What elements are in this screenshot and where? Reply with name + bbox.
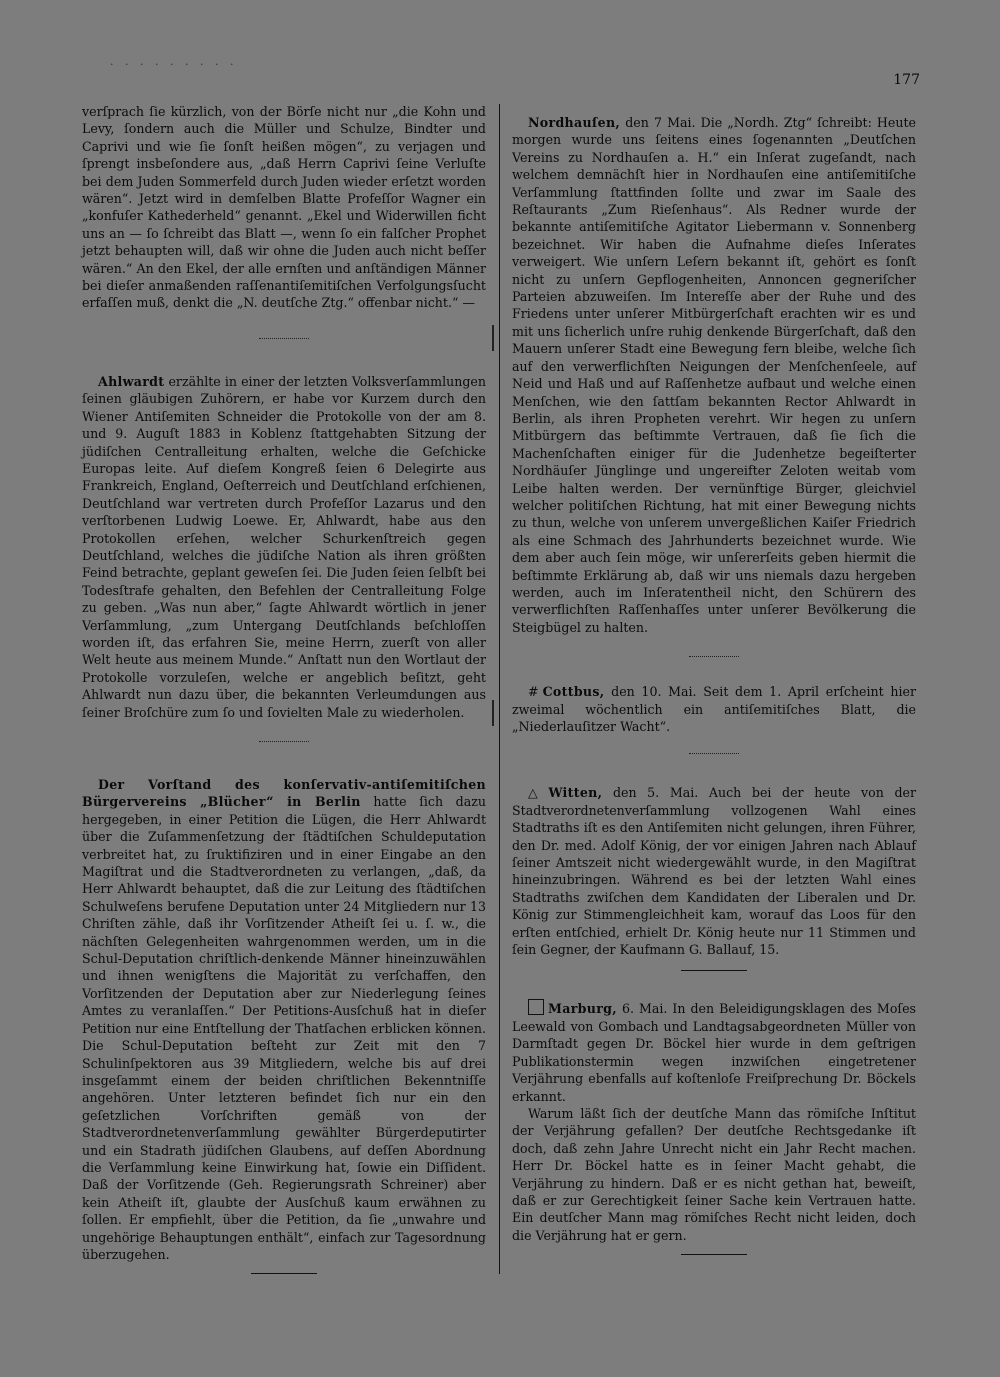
right-column <box>512 114 916 1255</box>
article-nordhausen <box>512 114 916 636</box>
article-body: hatte ſich dazu hergegeben, in einer Petition die Lügen, die Herr Ahlwardt über die Zuſammenſetzung der ſtädtiſchen Schuldeputation verbreitet hat, zu ſruktifiziren und in einer Eingabe an den Magiſtrat und die Stadtverordneten zu verlangen, „daß, da Herr Ahlwardt behauptet, daß die zur Leitung des ſtädtiſchen Schulweſens berufene Deputation unter 24 Mitgliedern nur 13 Chriſten zähle, daß ihr Vorſitzender Atheiſt ſei u. ſ. w., die nächſten Gelegenheiten wahrgenommen werden, um in die Schul-Deputation chriſtlich-denkende Männer hineinzuwählen und ihnen wenigſtens die Majorität zu verſchaffen, den Vorſitzenden der Deputation aber zur Niederlegung ſeines Amtes zu veranlaſſen.“ Der Petitions-Ausſchuß hat in dieſer Petition nur eine Entſtellung der Thatſachen erblicken können. Die Schul-Deputation beſteht zur Zeit mit den 7 Schulinſpektoren aus 39 Mitgliedern, welche bis auf drei insgeſammt einem der beiden chriſtlichen Bekenntniſſe angehören. Unter letzteren befindet ſich nur ein den geſetzlichen Vorſchriften gemäß von der Stadtverordnetenverſammlung gewählter Bürgerdeputirter und ein Stadrath jüdiſchen Glaubens, auf deſſen Abordnung die Verſammlung keine Einwirkung hat, ſowie ein Diſſident. Daß der Vorſitzende (Geh. Regierungsrath Schreiner) aber kein Atheiſt iſt, glaubte der Ausſchuß kaum erwähnen zu ſollen. Er empfiehlt, über die Petition, da ſie „unwahre und ungehörige Behauptungen enthält“, einfach zur Tagesordnung überzugehen. <box>82 794 486 1262</box>
column-tick-mark <box>492 700 494 726</box>
column-divider <box>499 104 500 1274</box>
article-heading: Marburg, <box>548 1001 617 1017</box>
box-mark-icon <box>528 999 544 1015</box>
triangle-mark-icon: △ <box>528 785 545 801</box>
hash-mark-icon: # <box>528 684 539 700</box>
article-heading: Der Vorſtand des konſervativ-antiſemitiſchen Bürgervereins „Blücher“ in Berlin <box>82 777 486 810</box>
article-buergerverein <box>82 776 486 1263</box>
article-witten <box>512 784 916 958</box>
article-end-rule <box>681 1254 747 1255</box>
article-body: den 7 Mai. Die „Nordh. Ztg“ ſchreibt: Heute morgen wurde uns ſeitens eines ſogenannten „Deutſchen Vereins zu Nordhauſen a. H.“ ein Inſerat zugeſandt, nach welchem demnächſt hier in Nordhauſen eine antiſemitiſche Verſammlung ſtattfinden ſollte und zwar im Saale des Reſtaurants „Zum Rieſenhaus“. Als Redner wurde der bekannte antiſemitiſche Agitator Liebermann v. Sonnenberg bezeichnet. Wir haben die Aufnahme dieſes Inſerates verweigert. Wie unſern Leſern bekannt iſt, gehört es ſonſt nicht zu unſern Gepflogenheiten, Annoncen gegneriſcher Parteien abzuweiſen. Im Intereſſe aber der Ruhe und des Friedens unter unſerer Mitbürgerſchaft erachten wir es und mit uns ſicherlich unſre ruhig denkende Bürgerſchaft, daß den Mauern unſerer Stadt eine Bewegung fern bleibe, welche ſich auf den verwerflichſten Neigungen der Menſchenſeele, auf Neid und Haß und auf Raſſenhetze aufbaut und welche einen Menſchen, wie den ſattſam bekannten Rector Ahlwardt in Berlin, als ihren Propheten verehrt. Wir hegen zu unſern Mitbürgern das beſtimmte Vertrauen, daß ſie ſich die Machenſchaften einiger für die Judenhetze begeiſterter Nordhäuſer Jünglinge und ungereifter Zeloten weitab vom Leibe halten werden. Der vernünftige Bürger, gleichviel welcher politiſchen Richtung, hat mit einer Bewegung nichts zu thun, welche von unſerem unvergeßlichen Kaiſer Friedrich als eine Schmach des Jahrhunderts bezeichnet wurde. Wie dem aber auch ſein möge, wir unſererſeits geben hiermit die beſtimmte Erklärung ab, daß wir uns niemals dazu hergeben werden, auch im Inſeratentheil nicht, den Schürern des verwerflichſten Raſſenhaſſes unter unſerer Bevölkerung die Steigbügel zu halten. <box>512 115 916 635</box>
article-marburg <box>512 999 916 1104</box>
page-number: 177 <box>893 72 920 88</box>
article-cottbus <box>512 683 916 735</box>
article-heading: Witten, <box>548 785 603 801</box>
article-heading: Cottbus, <box>542 684 605 700</box>
column-tick-mark <box>492 325 494 351</box>
article-heading: Ahlwardt <box>98 373 165 389</box>
article-end-rule <box>251 1273 317 1274</box>
article-marburg-comment: Warum läßt ſich der deutſche Mann das römiſche Inſtitut der Verjährung gefallen? Der deutſche Rechtsgedanke iſt doch, daß zehn Jahre Unrecht nicht ein Jahr Recht machen. Herr Dr. Böckel hatte es in ſeiner Macht gehabt, die Verjährung zu hindern. Daß er es nicht gethan hat, beweiſt, daß er zur Gerechtigkeit ſeiner Sache kein Vertrauen hatte. Ein deutſcher Mann mag römiſches Recht nicht leiden, doch die Verjährung hat er gern. <box>512 1105 916 1243</box>
article-body: den 5. Mai. Auch bei der heute von der Stadtverordnetenverſammlung vollzogenen Wahl eines Stadtraths iſt es den Antiſemiten nicht gelungen, ihren Führer, den Dr. med. Adolf König, der vor einigen Jahren nach Ablauf ſeiner Amtszeit nicht wiedergewählt wurde, in den Magiſtrat hineinzubringen. Während es bei der letzten Wahl eines Stadtraths zwiſchen dem Kandidaten der Liberalen und Dr. König zur Stimmengleichheit kam, worauf das Loos für den erſten entſchied, erhielt Dr. König heute nur 11 Stimmen und ſein Gegner, der Kaufmann G. Ballauf, 15. <box>512 785 916 958</box>
article-body: den 10. Mai. Seit dem 1. April erſcheint hier zweimal wöchentlich ein antiſemitiſches Blatt, die „Niederlauſitzer Wacht“. <box>512 684 916 734</box>
article-body: 6. Mai. In den Beleidigungsklagen des Moſes Leewald von Gombach und Landtagsabgeordneten Müller von Darmſtadt gegen Dr. Böckel hier wurde in dem geſtrigen Publikationstermin wegen inzwiſchen eingetretener Verjährung ebenfalls auf koſtenloſe Freiſprechung Dr. Böckels erkannt. <box>512 1001 916 1104</box>
article-body: erzählte in einer der letzten Volksverſammlungen ſeinen gläubigen Zuhörern, er habe vor Kurzem durch den Wiener Antiſemiten Schneider die Protokolle von der am 8. und 9. Auguſt 1883 in Koblenz ſtattgehabten Sitzung der jüdiſchen Centralleitung erhalten, welche die Geſchicke Europas leite. Auf dieſem Kongreß ſeien 6 Delegirte aus Frankreich, England, Oeſterreich und Deutſchland erſchienen, Deutſchland war vertreten durch Profeſſor Lazarus und den verſtorbenen Ludwig Loewe. Er, Ahlwardt, habe aus den Protokollen erſehen, welcher Schurkenſtreich gegen Deutſchland, welches die jüdiſche Nation als ihren größten Feind betrachte, geplant geweſen ſei. Die Juden ſeien ſelbſt bei Todesſtrafe gehalten, den Befehlen der Centralleitung Folge zu geben. „Was nun aber,“ ſagte Ahlwardt wörtlich in jener Verſammlung, „zum Untergang Deutſchlands beſchloſſen worden iſt, das erfahren Sie, meine Herrn, zuerſt von aller Welt heute aus meinem Munde.“ Anſtatt nun den Wortlaut der Protokolle vorzuleſen, welche er angeblich beſitzt, geht Ahlwardt nun dazu über, die bekannten Verleumdungen aus ſeiner Broſchüre zum ſo und ſovielten Male zu wiederholen. <box>82 373 486 720</box>
left-column <box>82 103 486 1274</box>
article-ahlwardt <box>82 373 486 721</box>
page-specks: . . . . . . . . . <box>110 55 238 68</box>
article-ending: verſprach ſie kürzlich, von der Börſe nicht nur „die Kohn und Levy, ſondern auch die Müller und Schulze, Bindter und Caprivi und wie ſie ſonſt heißen mögen“, zu verjagen und ſprengt insbeſondere aus, „daß Herrn Caprivi ſeine Verluſte bei dem Juden Sommerfeld durch Juden wieder erſetzt worden wären“. Jetzt wird in demſelben Blatte Profeſſor Wagner ein „konfuſer Kathederheld“ genannt. „Ekel und Widerwillen ficht uns an — ſo ſchreibt das Blatt —, wenn ſo ein falſcher Prophet jetzt behaupten will, daß wir ohne die Juden auch nicht beſſer wären.“ An den Ekel, der alle ernſten und anſtändigen Männer bei dieſer anmaßenden raſſenantiſemitiſchen Verfolgungsſucht erfaſſen muß, denkt die „N. deutſche Ztg.“ offenbar nicht.“ — <box>82 104 486 311</box>
article-heading: Nordhauſen, <box>528 115 621 130</box>
